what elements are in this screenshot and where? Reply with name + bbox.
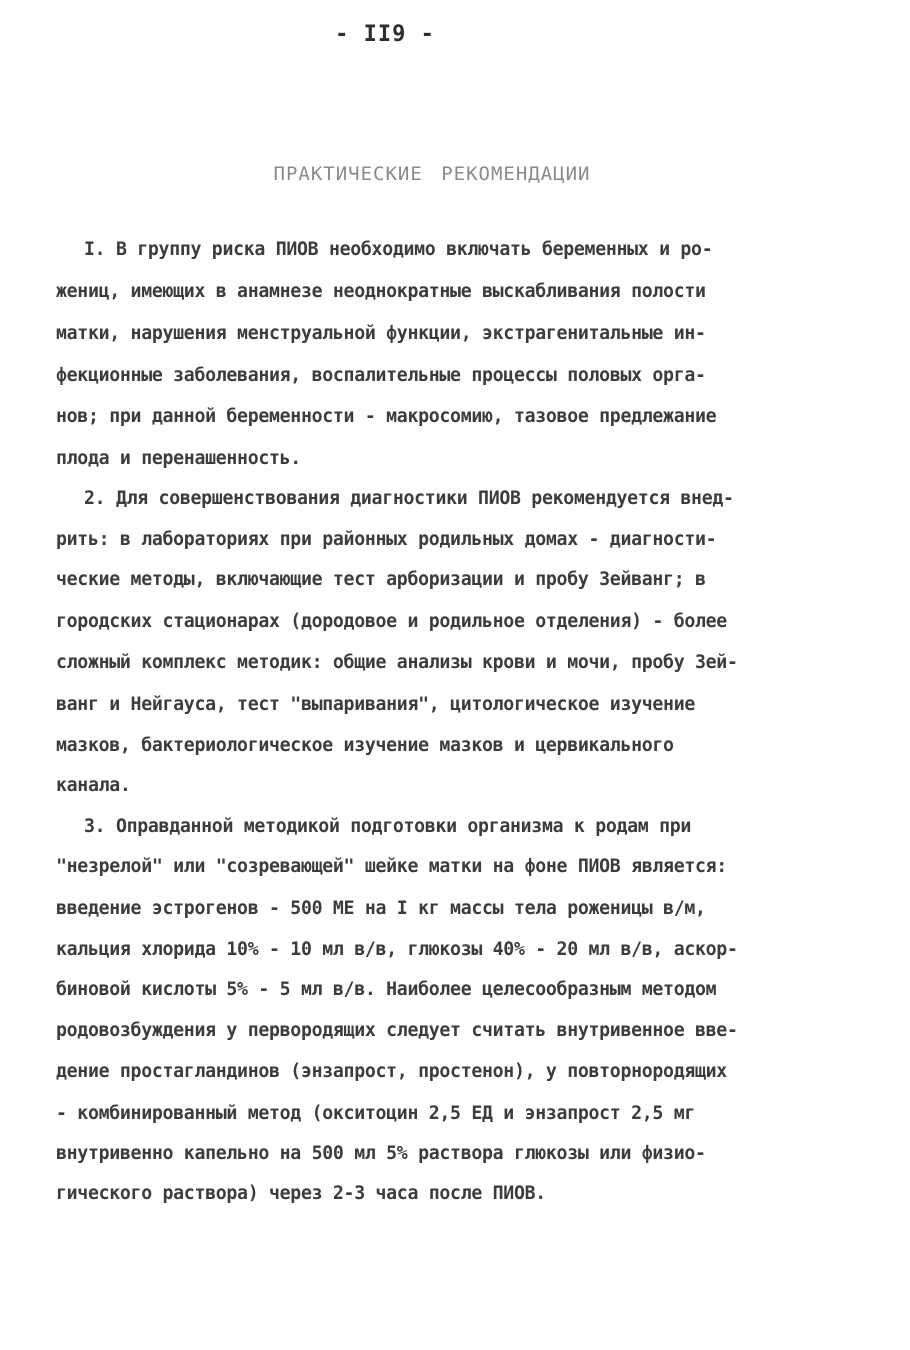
text-line: "незрелой" или "созревающей" шейке матки на фоне ПИОВ является: [56, 857, 727, 877]
text-line: 3. Оправданной методикой подготовки организма к родам при [84, 817, 692, 837]
text-line: плода и перенашенность. [56, 449, 301, 469]
text-line: мазков, бактериологическое изучение мазков и цервикального [56, 736, 674, 756]
text-line: I. В группу риска ПИОВ необходимо включать беременных и ро- [84, 240, 713, 260]
text-line: сложный комплекс методик: общие анализы крови и мочи, пробу Зей- [56, 653, 738, 673]
text-line: - комбинированный метод (окситоцин 2,5 ЕД и энзапрост 2,5 мг [56, 1104, 695, 1124]
text-line: кальция хлорида 10% - 10 мл в/в, глюкозы 40% - 20 мл в/в, аскор- [56, 940, 738, 960]
text-line: родовозбуждения у первородящих следует считать внутривенное вве- [56, 1021, 738, 1041]
text-line: рить: в лабораториях при районных родильных домах - диагности- [56, 530, 717, 550]
text-line: введение эстрогенов - 500 МЕ на I кг массы тела роженицы в/м, [56, 899, 706, 919]
text-line: канала. [56, 776, 131, 796]
text-line: 2. Для совершенствования диагностики ПИОВ рекомендуется внед- [84, 489, 734, 509]
text-line: ванг и Нейгауса, тест "выпаривания", цитологическое изучение [56, 695, 695, 715]
text-line: фекционные заболевания, воспалительные процессы половых орга- [56, 366, 706, 386]
page-number: - II9 - [335, 22, 435, 47]
text-line: матки, нарушения менструальной функции, экстрагенитальные ин- [56, 324, 706, 344]
text-line: городских стационарах (дородовое и родильное отделения) - более [56, 612, 727, 632]
text-line: ческие методы, включающие тест арборизации и пробу Зейванг; в [56, 570, 706, 590]
page-title: ПРАКТИЧЕСКИЕ РЕКОМЕНДАЦИИ [273, 163, 591, 185]
text-line: гического раствора) через 2-3 часа после ПИОВ. [56, 1184, 546, 1204]
text-line: биновой кислоты 5% - 5 мл в/в. Наиболее целесообразным методом [56, 980, 717, 1000]
text-line: нов; при данной беременности - макросомию, тазовое предлежание [56, 407, 717, 427]
text-line: дение простагландинов (энзапрост, простенон), у повторнородящих [56, 1062, 727, 1082]
text-line: внутривенно капельно на 500 мл 5% раствора глюкозы или физио- [56, 1144, 706, 1164]
text-line: жениц, имеющих в анамнезе неоднократные выскабливания полости [56, 282, 706, 302]
